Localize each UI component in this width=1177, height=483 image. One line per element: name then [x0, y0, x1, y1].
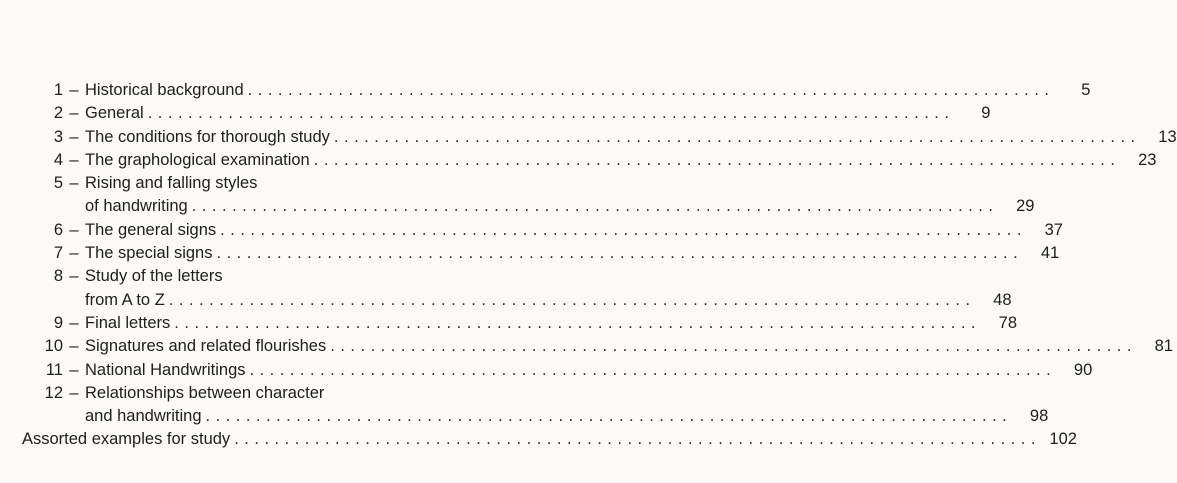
chapter-title: General — [85, 104, 144, 123]
toc-entry — [22, 79, 1091, 102]
chapter-number: 7 — [53, 244, 63, 263]
toc-entry — [22, 219, 1063, 242]
chapter-title: Historical background — [85, 81, 244, 99]
toc-line — [22, 102, 991, 125]
dot-leader: ................................................................................ — [333, 127, 1141, 146]
chapter-separator: – — [69, 220, 79, 239]
page-number: 48 — [993, 290, 1012, 309]
toc-entry — [22, 382, 1049, 429]
chapter-separator: – — [69, 383, 79, 402]
toc-entry — [22, 172, 1035, 219]
toc-line — [22, 312, 1018, 335]
toc-line — [22, 195, 1035, 218]
page-number: 41 — [1040, 244, 1060, 263]
dot-leader: ................................................................................ — [249, 360, 1057, 379]
chapter-number: 8 — [53, 267, 63, 286]
toc-line — [22, 172, 434, 195]
toc-entry — [22, 335, 1173, 358]
dot-leader: ................................................................................ — [174, 313, 982, 332]
dot-leader: ................................................................................ — [168, 290, 976, 309]
dot-leader: ................................................................................ — [234, 430, 1041, 449]
chapter-title: Study of the letters — [85, 267, 223, 286]
chapter-title: Rising and falling styles — [85, 174, 258, 193]
chapter-number: 10 — [44, 337, 63, 356]
chapter-title: The special signs — [85, 244, 213, 263]
chapter-title: National Handwritings — [85, 360, 246, 379]
page-number: 90 — [1073, 360, 1093, 379]
chapter-number: 11 — [45, 360, 63, 379]
chapter-number: 1 — [53, 81, 63, 99]
toc-entry — [22, 359, 1093, 382]
toc-entry — [22, 102, 991, 125]
toc-line — [22, 242, 1060, 265]
chapter-number: 2 — [53, 104, 63, 123]
chapter-number: 12 — [44, 383, 63, 402]
dot-leader: ................................................................................ — [330, 337, 1137, 356]
toc-line — [22, 289, 1012, 312]
toc-line — [22, 428, 1077, 451]
chapter-separator: – — [69, 337, 79, 356]
toc-entry — [22, 312, 1018, 335]
page-number: 9 — [981, 104, 991, 123]
chapter-title: Relationships between character — [85, 383, 325, 402]
chapter-title: The graphological examination — [85, 150, 310, 169]
toc-entry — [22, 126, 1177, 149]
chapter-separator: – — [69, 127, 79, 146]
dot-leader: ................................................................................ — [147, 104, 955, 123]
toc-line — [22, 335, 1173, 358]
toc-line — [22, 79, 1091, 102]
page-number: 98 — [1029, 407, 1049, 426]
toc-line — [22, 265, 434, 288]
toc-line — [22, 149, 1157, 172]
chapter-separator: – — [69, 104, 79, 123]
chapter-number: 6 — [53, 220, 63, 239]
page-number: 5 — [1081, 81, 1091, 99]
chapter-title: Signatures and related flourishes — [85, 337, 327, 356]
chapter-separator: – — [69, 267, 79, 286]
dot-leader: ................................................................................ — [313, 150, 1121, 169]
chapter-separator: – — [69, 174, 79, 193]
toc-line — [22, 382, 434, 405]
chapter-title: of handwriting — [85, 197, 188, 216]
page-number: 23 — [1138, 150, 1157, 169]
page-number: 78 — [998, 313, 1018, 332]
toc-entry — [22, 242, 1060, 265]
dot-leader: ................................................................................ — [220, 220, 1027, 239]
page-number: 37 — [1044, 220, 1063, 239]
chapter-number: 3 — [53, 127, 63, 146]
chapter-title: Final letters — [85, 313, 171, 332]
chapter-separator: – — [69, 81, 79, 99]
toc-line — [22, 359, 1093, 382]
chapter-separator: – — [69, 313, 79, 332]
chapter-number: 4 — [53, 150, 63, 169]
toc-entry — [22, 265, 1012, 312]
toc-entry — [22, 149, 1157, 172]
chapter-title: from A to Z — [85, 290, 165, 309]
page-number: 13 — [1158, 127, 1177, 146]
toc-entry — [22, 428, 1077, 451]
chapter-number: 5 — [53, 174, 63, 193]
chapter-title: The conditions for thorough study — [85, 127, 330, 146]
page-number: 102 — [1049, 430, 1077, 449]
chapter-separator: – — [69, 244, 79, 263]
toc-line — [22, 219, 1063, 242]
toc-line — [22, 405, 1049, 428]
dot-leader: ................................................................................ — [191, 197, 999, 216]
toc-line — [22, 126, 1177, 149]
chapter-separator: – — [69, 150, 79, 169]
page-number: 81 — [1154, 337, 1173, 356]
dot-leader: ................................................................................ — [205, 407, 1013, 426]
dot-leader: ................................................................................ — [247, 81, 1055, 99]
chapter-title: The general signs — [85, 220, 217, 239]
dot-leader: ................................................................................ — [216, 244, 1024, 263]
table-of-contents — [22, 79, 1177, 452]
chapter-number: 9 — [53, 313, 63, 332]
page-number: 29 — [1016, 197, 1035, 216]
chapter-title: Assorted examples for study — [22, 430, 231, 449]
chapter-title: and handwriting — [85, 407, 202, 426]
chapter-separator: – — [69, 360, 79, 379]
